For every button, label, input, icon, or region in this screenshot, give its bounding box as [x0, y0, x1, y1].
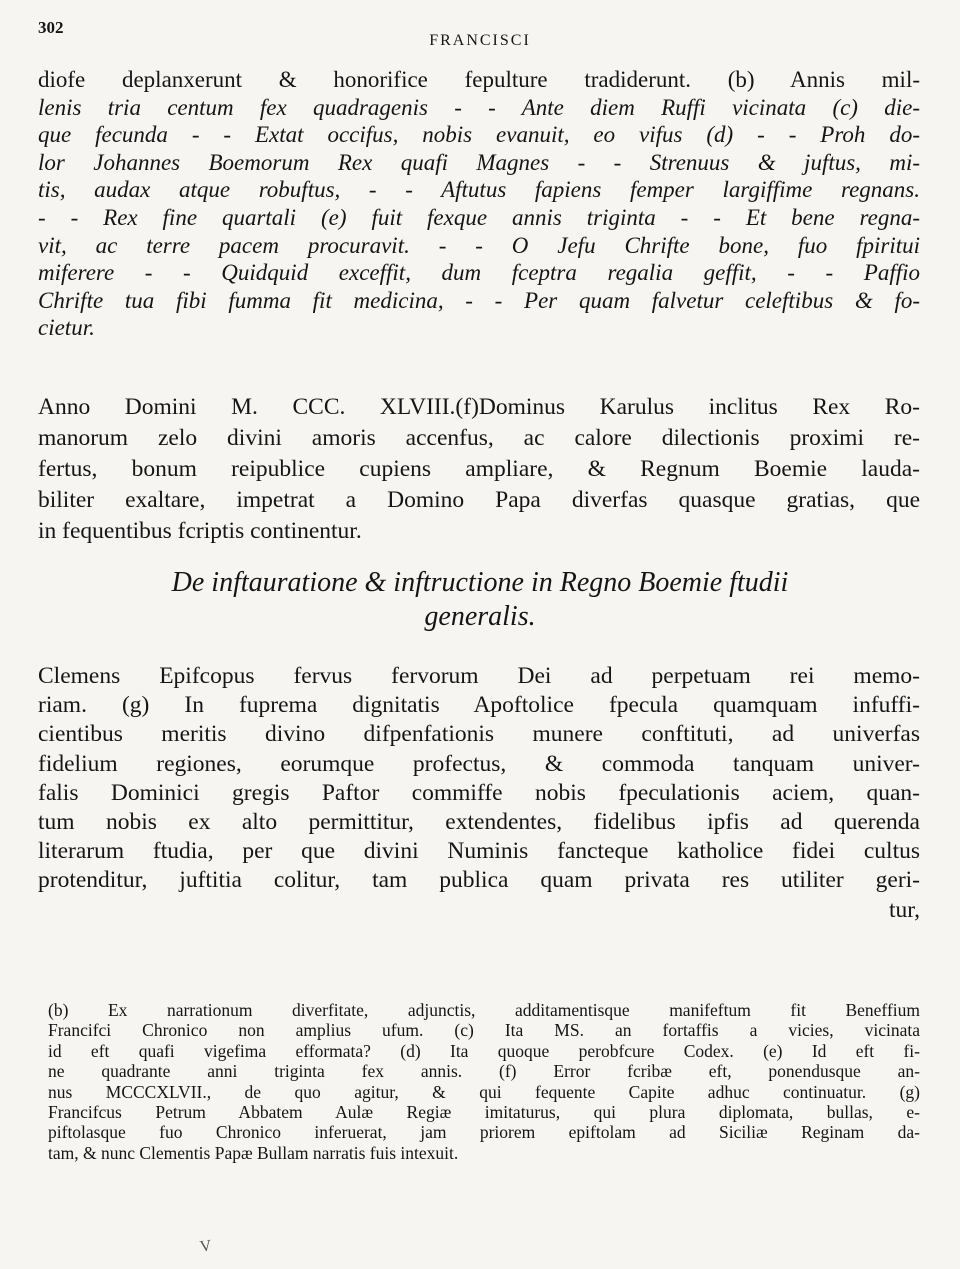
text-line: Anno Domini M. CCC. XLVIII.(f)Dominus Karulus inclitus Rex Ro- — [38, 394, 920, 420]
footnote-line: id eft quafi vigefima efformata? (d) Ita quoque perobfcure Codex. (e) Id eft fi- — [48, 1040, 920, 1061]
verse-line: diofe deplanxerunt & honorifice fepulture tradiderunt. (b) Annis mil- — [38, 67, 920, 92]
paragraph-anno-domini — [38, 392, 920, 547]
epitaph-verse-block — [38, 66, 920, 342]
text-line: falis Dominici gregis Paftor commiffe nobis fpeculationis aciem, quan- — [38, 779, 920, 806]
text-line: cientibus meritis divino difpenfationis munere conftituti, ad univerfas — [38, 721, 920, 748]
verse-line: lenis tria centum fex quadragenis - - Ante diem Ruffi vicinata (c) die- — [38, 94, 920, 120]
text-line: tum nobis ex alto permittitur, extendentes, fidelibus ipfis ad querenda — [38, 809, 920, 836]
text-line: riam. (g) In fuprema dignitatis Apoftolice fpecula quamquam infuffi- — [38, 692, 920, 719]
text-line: literarum ftudia, per que divini Numinis fancteque katholice fidei cultus — [38, 838, 920, 865]
text-line: protenditur, juftitia colitur, tam publica quam privata res utiliter geri- — [38, 867, 920, 894]
running-title: FRANCISCI — [429, 32, 531, 49]
footnote-line: piftolasque fuo Chronico inferuerat, jam priorem epiftolam ad Siciliæ Reginam da- — [48, 1122, 920, 1143]
section-heading-line-2: generalis. — [424, 601, 536, 632]
text-line: tur, — [888, 896, 920, 923]
footnote-line: ne quadrante anni triginta fex annis. (f) Error fcribæ eft, ponendusque an- — [48, 1061, 920, 1082]
text-line: fertus, bonum reipublice cupiens ampliare, & Regnum Boemie lauda- — [38, 456, 920, 482]
verse-line: - - Rex fine quartali (e) fuit fexque annis triginta - - Et bene regna- — [38, 204, 920, 230]
verse-line: que fecunda - - Extat occifus, nobis evanuit, eo vifus (d) - - Proh do- — [38, 122, 920, 148]
verse-line: lor Johannes Boemorum Rex quafi Magnes - - Strenuus & juftus, mi- — [38, 149, 920, 175]
margin-mark: V — [198, 1237, 213, 1256]
verse-line: cietur. — [38, 315, 95, 341]
page-number: 302 — [38, 18, 64, 37]
footnote-line: (b) Ex narrationum diverfitate, adjunctis, additamentisque manifeftum fit Beneffium — [48, 1000, 920, 1020]
text-line: in fequentibus fcriptis continentur. — [38, 518, 362, 544]
verse-line: tis, audax atque robuftus, - - Aftutus fapiens femper largiffime regnans. — [38, 177, 920, 203]
verse-line: miferere - - Quidquid exceffit, dum fceptra regalia geffit, - - Paffio — [38, 260, 920, 286]
footnote-line: tam, & nunc Clementis Papæ Bullam narratis fuis intexuit. — [48, 1142, 459, 1163]
footnotes — [48, 1000, 920, 1163]
footnote-line: nus MCCCXLVII., de quo agitur, & qui fequente Capite adhuc continuatur. (g) — [48, 1081, 920, 1102]
verse-line: Chrifte tua fibi fumma fit medicina, - - Per quam falvetur celeftibus & fo- — [38, 287, 920, 313]
paragraph-clemens-bull — [38, 662, 920, 925]
section-heading-line-1: De inftauratione & inftructione in Regno Boemie ftudii — [171, 567, 789, 598]
text-line: fidelium regiones, eorumque profectus, & commoda tanquam univer- — [38, 750, 920, 777]
section-heading — [60, 566, 900, 634]
text-line: Clemens Epifcopus fervus fervorum Dei ad perpetuam rei memo- — [38, 663, 920, 689]
text-line: manorum zelo divini amoris accenfus, ac calore dilectionis proximi re- — [38, 425, 920, 451]
footnote-line: Francifcus Petrum Abbatem Aulæ Regiæ imitaturus, qui plura diplomata, bullas, e- — [48, 1102, 920, 1123]
text-line: biliter exaltare, impetrat a Domino Papa diverfas quasque gratias, que — [38, 487, 920, 513]
verse-line: vit, ac terre pacem procuravit. - - O Jefu Chrifte bone, fuo fpiritui — [38, 232, 920, 258]
footnote-line: Francifci Chronico non amplius ufum. (c) Ita MS. an fortaffis a vicies, vicinata — [48, 1020, 920, 1041]
